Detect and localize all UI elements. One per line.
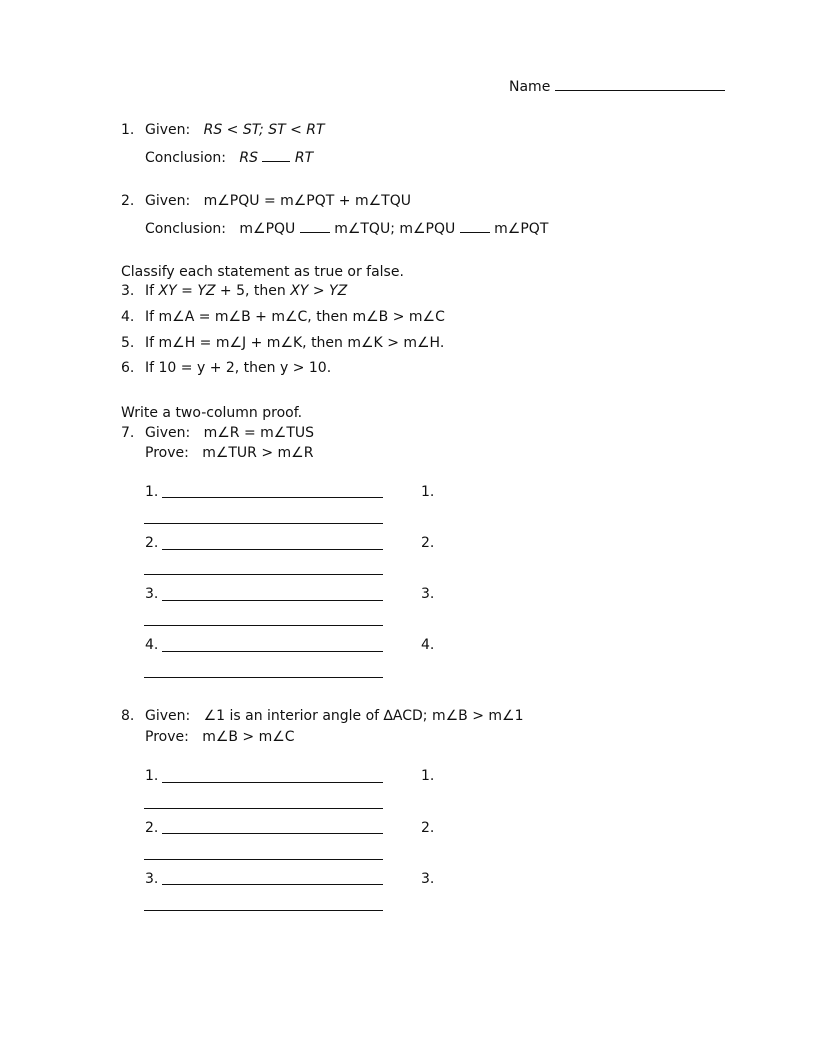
prove-text: m∠TUR > m∠R	[202, 445, 314, 461]
given-label: Given:	[145, 425, 191, 441]
problem-3-statement	[145, 282, 347, 300]
p7-statement-2-line-1[interactable]	[162, 549, 383, 550]
segment-st: ST	[268, 122, 286, 138]
problem-1-number: 1.	[121, 122, 135, 138]
problem-7-prove	[145, 444, 313, 462]
name-blank-line[interactable]	[555, 76, 725, 91]
problem-6-number: 6.	[121, 360, 135, 376]
problem-5-statement: If m∠H = m∠J + m∠K, then m∠K > m∠H.	[145, 335, 445, 351]
name-label: Name	[509, 79, 551, 95]
p8-statement-2-line-1[interactable]	[162, 833, 383, 834]
problem-2-given	[145, 192, 411, 210]
problem-8-prove	[145, 728, 295, 746]
less-than: <	[222, 122, 243, 138]
problem-7-number: 7.	[121, 425, 135, 441]
answer-blank-2[interactable]	[460, 218, 490, 233]
p8-reason-3-number: 3.	[421, 871, 435, 887]
segment-rt: RT	[306, 122, 325, 138]
segment-xy: XY	[290, 283, 309, 299]
angle-pqu: m∠PQU	[239, 221, 296, 237]
segment-yz: YZ	[329, 283, 348, 299]
angle-pqt: m∠PQT	[494, 221, 549, 237]
p8-statement-1-line-1[interactable]	[162, 782, 383, 783]
segment-st: ST	[242, 122, 260, 138]
p7-reason-3-number: 3.	[421, 586, 435, 602]
problem-2-conclusion	[145, 218, 548, 238]
given-label: Given:	[145, 193, 191, 209]
conclusion-label: Conclusion:	[145, 150, 227, 166]
prove-label: Prove:	[145, 729, 189, 745]
given-label: Given:	[145, 708, 191, 724]
given-label: Given:	[145, 122, 191, 138]
p7-step-1-number: 1.	[145, 484, 159, 500]
p8-statement-2-line-2[interactable]	[144, 859, 383, 860]
p7-step-2-number: 2.	[145, 535, 159, 551]
problem-2-number: 2.	[121, 193, 135, 209]
problem-8-number: 8.	[121, 708, 135, 724]
problem-8-given	[145, 707, 524, 725]
text: + 5, then	[215, 283, 291, 299]
p8-step-2-number: 2.	[145, 820, 159, 836]
answer-blank[interactable]	[262, 147, 290, 162]
problem-4-number: 4.	[121, 309, 135, 325]
p8-statement-1-line-2[interactable]	[144, 808, 383, 809]
equals: =	[176, 283, 198, 299]
p8-step-1-number: 1.	[145, 768, 159, 784]
p7-step-4-number: 4.	[145, 637, 159, 653]
p8-statement-3-line-2[interactable]	[144, 910, 383, 911]
p8-reason-1-number: 1.	[421, 768, 435, 784]
segment-yz: YZ	[197, 283, 216, 299]
prove-text: m∠B > m∠C	[202, 729, 295, 745]
p7-statement-3-line-1[interactable]	[162, 600, 383, 601]
answer-blank-1[interactable]	[300, 218, 330, 233]
given-text: m∠PQU = m∠PQT + m∠TQU	[203, 193, 411, 209]
given-text: m∠R = m∠TUS	[203, 425, 315, 441]
greater-than: >	[308, 283, 330, 299]
problem-7-given	[145, 424, 314, 442]
problem-1-conclusion	[145, 147, 313, 167]
p7-step-3-number: 3.	[145, 586, 159, 602]
less-than: <	[285, 122, 307, 138]
text: If	[145, 283, 159, 299]
p7-reason-1-number: 1.	[421, 484, 435, 500]
p8-step-3-number: 3.	[145, 871, 159, 887]
p7-reason-4-number: 4.	[421, 637, 435, 653]
p7-statement-4-line-1[interactable]	[162, 651, 383, 652]
segment-rs: RS	[203, 122, 223, 138]
prove-label: Prove:	[145, 445, 189, 461]
p7-statement-1-line-1[interactable]	[162, 497, 383, 498]
p7-statement-4-line-2[interactable]	[144, 677, 383, 678]
p7-statement-3-line-2[interactable]	[144, 625, 383, 626]
name-field	[509, 76, 725, 96]
segment-xy: XY	[158, 283, 177, 299]
p8-statement-3-line-1[interactable]	[162, 884, 383, 885]
problem-6-statement: If 10 = y + 2, then y > 10.	[145, 360, 332, 376]
conclusion-label: Conclusion:	[145, 221, 227, 237]
segment-rt: RT	[294, 150, 314, 166]
classify-instruction: Classify each statement as true or false.	[121, 264, 404, 280]
given-text: ∠1 is an interior angle of ∆ACD; m∠B > m∠1	[203, 708, 524, 724]
angle-tqu-pqu: m∠TQU; m∠PQU	[334, 221, 456, 237]
separator: ;	[259, 122, 269, 138]
segment-rs: RS	[239, 150, 258, 166]
p7-reason-2-number: 2.	[421, 535, 435, 551]
p7-statement-2-line-2[interactable]	[144, 574, 383, 575]
p7-statement-1-line-2[interactable]	[144, 523, 383, 524]
proof-instruction: Write a two-column proof.	[121, 405, 303, 421]
p8-reason-2-number: 2.	[421, 820, 435, 836]
problem-3-number: 3.	[121, 283, 135, 299]
problem-1-given	[145, 121, 325, 139]
problem-4-statement: If m∠A = m∠B + m∠C, then m∠B > m∠C	[145, 309, 445, 325]
problem-5-number: 5.	[121, 335, 135, 351]
